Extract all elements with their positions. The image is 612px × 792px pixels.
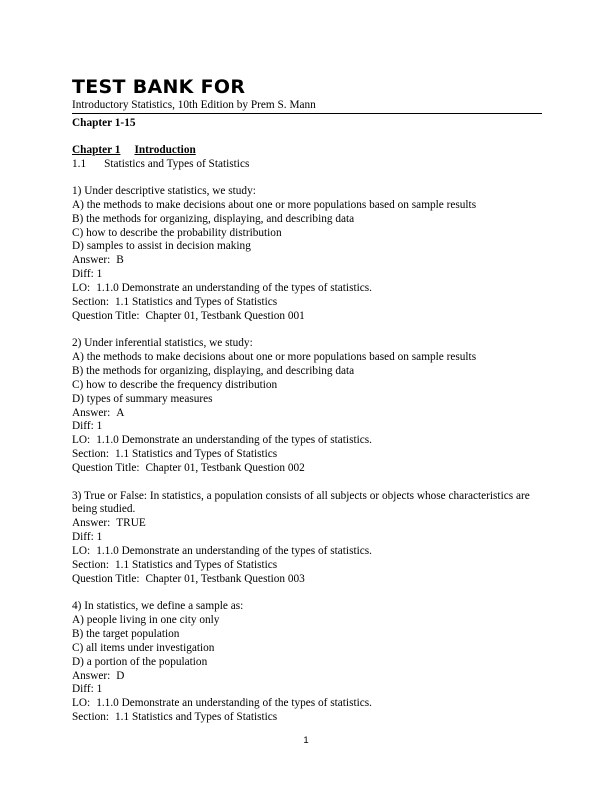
section-value: 1.1 Statistics and Types of Statistics — [115, 295, 278, 308]
page-number: 1 — [303, 735, 309, 746]
answer-value: TRUE — [116, 517, 146, 530]
question-block — [72, 337, 542, 475]
section-line — [72, 559, 542, 573]
learning-objective-line — [72, 697, 542, 711]
section-value: 1.1 Statistics and Types of Statistics — [115, 558, 278, 571]
lo-value: 1.1.0 Demonstrate an understanding of the types of statistics. — [96, 544, 372, 557]
question-stem: 1) Under descriptive statistics, we study: — [72, 185, 256, 197]
answer-label: Answer: — [72, 517, 111, 530]
lo-label: LO: — [72, 281, 91, 294]
lo-value: 1.1.0 Demonstrate an understanding of the types of statistics. — [96, 697, 372, 710]
lo-label: LO: — [72, 434, 91, 447]
answer-value: A — [116, 406, 125, 419]
question-block — [72, 185, 542, 323]
answer-option: A) people living in one city only — [72, 614, 220, 627]
chapter-heading — [72, 143, 196, 157]
difficulty-line: Diff: 1 — [72, 531, 103, 544]
section-label: Section: — [72, 448, 110, 461]
learning-objective-line — [72, 434, 542, 448]
question-stem: 3) True or False: In statistics, a population consists of all subjects or objects whose characteristics are being studied. — [72, 489, 530, 516]
question-block — [72, 600, 542, 725]
answer-value: D — [116, 669, 125, 682]
answer-line — [72, 407, 542, 421]
question-block — [72, 490, 542, 587]
answer-line — [72, 517, 542, 531]
chapter-range: Chapter 1-15 — [72, 117, 136, 129]
answer-label: Answer: — [72, 406, 111, 419]
section-label: Section: — [72, 558, 110, 571]
answer-label: Answer: — [72, 254, 111, 267]
answer-option: A) the methods to make decisions about one or more populations based on sample results — [72, 351, 477, 364]
answer-line — [72, 254, 542, 268]
answer-option: C) all items under investigation — [72, 641, 215, 654]
section-number: 1.1 — [72, 158, 87, 170]
answer-label: Answer: — [72, 669, 111, 682]
book-subtitle: Introductory Statistics, 10th Edition by Prem S. Mann — [72, 99, 316, 111]
chapter-title: Introduction — [134, 144, 196, 156]
answer-option: D) samples to assist in decision making — [72, 240, 251, 253]
answer-option: C) how to describe the frequency distribution — [72, 378, 278, 391]
question-title-line — [72, 462, 542, 476]
header-rule — [72, 113, 542, 114]
question-stem: 4) In statistics, we define a sample as: — [72, 600, 244, 613]
question-title-line — [72, 573, 542, 587]
question-title-line — [72, 310, 542, 324]
learning-objective-line — [72, 545, 542, 559]
section-title: Statistics and Types of Statistics — [104, 158, 250, 170]
difficulty-line: Diff: 1 — [72, 268, 103, 281]
question-title-label: Question Title: — [72, 309, 140, 322]
difficulty-line: Diff: 1 — [72, 683, 103, 696]
question-title-value: Chapter 01, Testbank Question 002 — [145, 461, 305, 474]
question-stem: 2) Under inferential statistics, we study: — [72, 337, 253, 350]
question-title-label: Question Title: — [72, 461, 140, 474]
answer-option: B) the target population — [72, 628, 180, 640]
question-title-value: Chapter 01, Testbank Question 001 — [145, 309, 305, 322]
answer-option: B) the methods for organizing, displaying, and describing data — [72, 364, 355, 377]
lo-value: 1.1.0 Demonstrate an understanding of the types of statistics. — [96, 434, 372, 447]
lo-value: 1.1.0 Demonstrate an understanding of the types of statistics. — [96, 281, 372, 294]
section-value: 1.1 Statistics and Types of Statistics — [115, 448, 278, 461]
question-title-label: Question Title: — [72, 572, 140, 585]
lo-label: LO: — [72, 544, 91, 557]
section-line — [72, 448, 542, 462]
section-heading — [72, 157, 249, 171]
section-line — [72, 296, 542, 310]
section-label: Section: — [72, 711, 110, 724]
chapter-label: Chapter 1 — [72, 144, 121, 156]
section-line — [72, 711, 542, 725]
answer-option: C) how to describe the probability distribution — [72, 226, 282, 239]
lo-label: LO: — [72, 697, 91, 710]
section-value: 1.1 Statistics and Types of Statistics — [115, 711, 278, 724]
document-banner-title: TEST BANK FOR — [72, 76, 246, 98]
difficulty-line: Diff: 1 — [72, 420, 103, 433]
question-title-value: Chapter 01, Testbank Question 003 — [145, 572, 305, 585]
section-label: Section: — [72, 295, 110, 308]
answer-value: B — [116, 254, 124, 267]
answer-option: B) the methods for organizing, displaying, and describing data — [72, 212, 355, 225]
answer-option: D) a portion of the population — [72, 655, 208, 668]
learning-objective-line — [72, 282, 542, 296]
answer-line — [72, 670, 542, 684]
answer-option: D) types of summary measures — [72, 392, 213, 405]
question-list — [72, 185, 542, 739]
answer-option: A) the methods to make decisions about one or more populations based on sample results — [72, 198, 477, 211]
